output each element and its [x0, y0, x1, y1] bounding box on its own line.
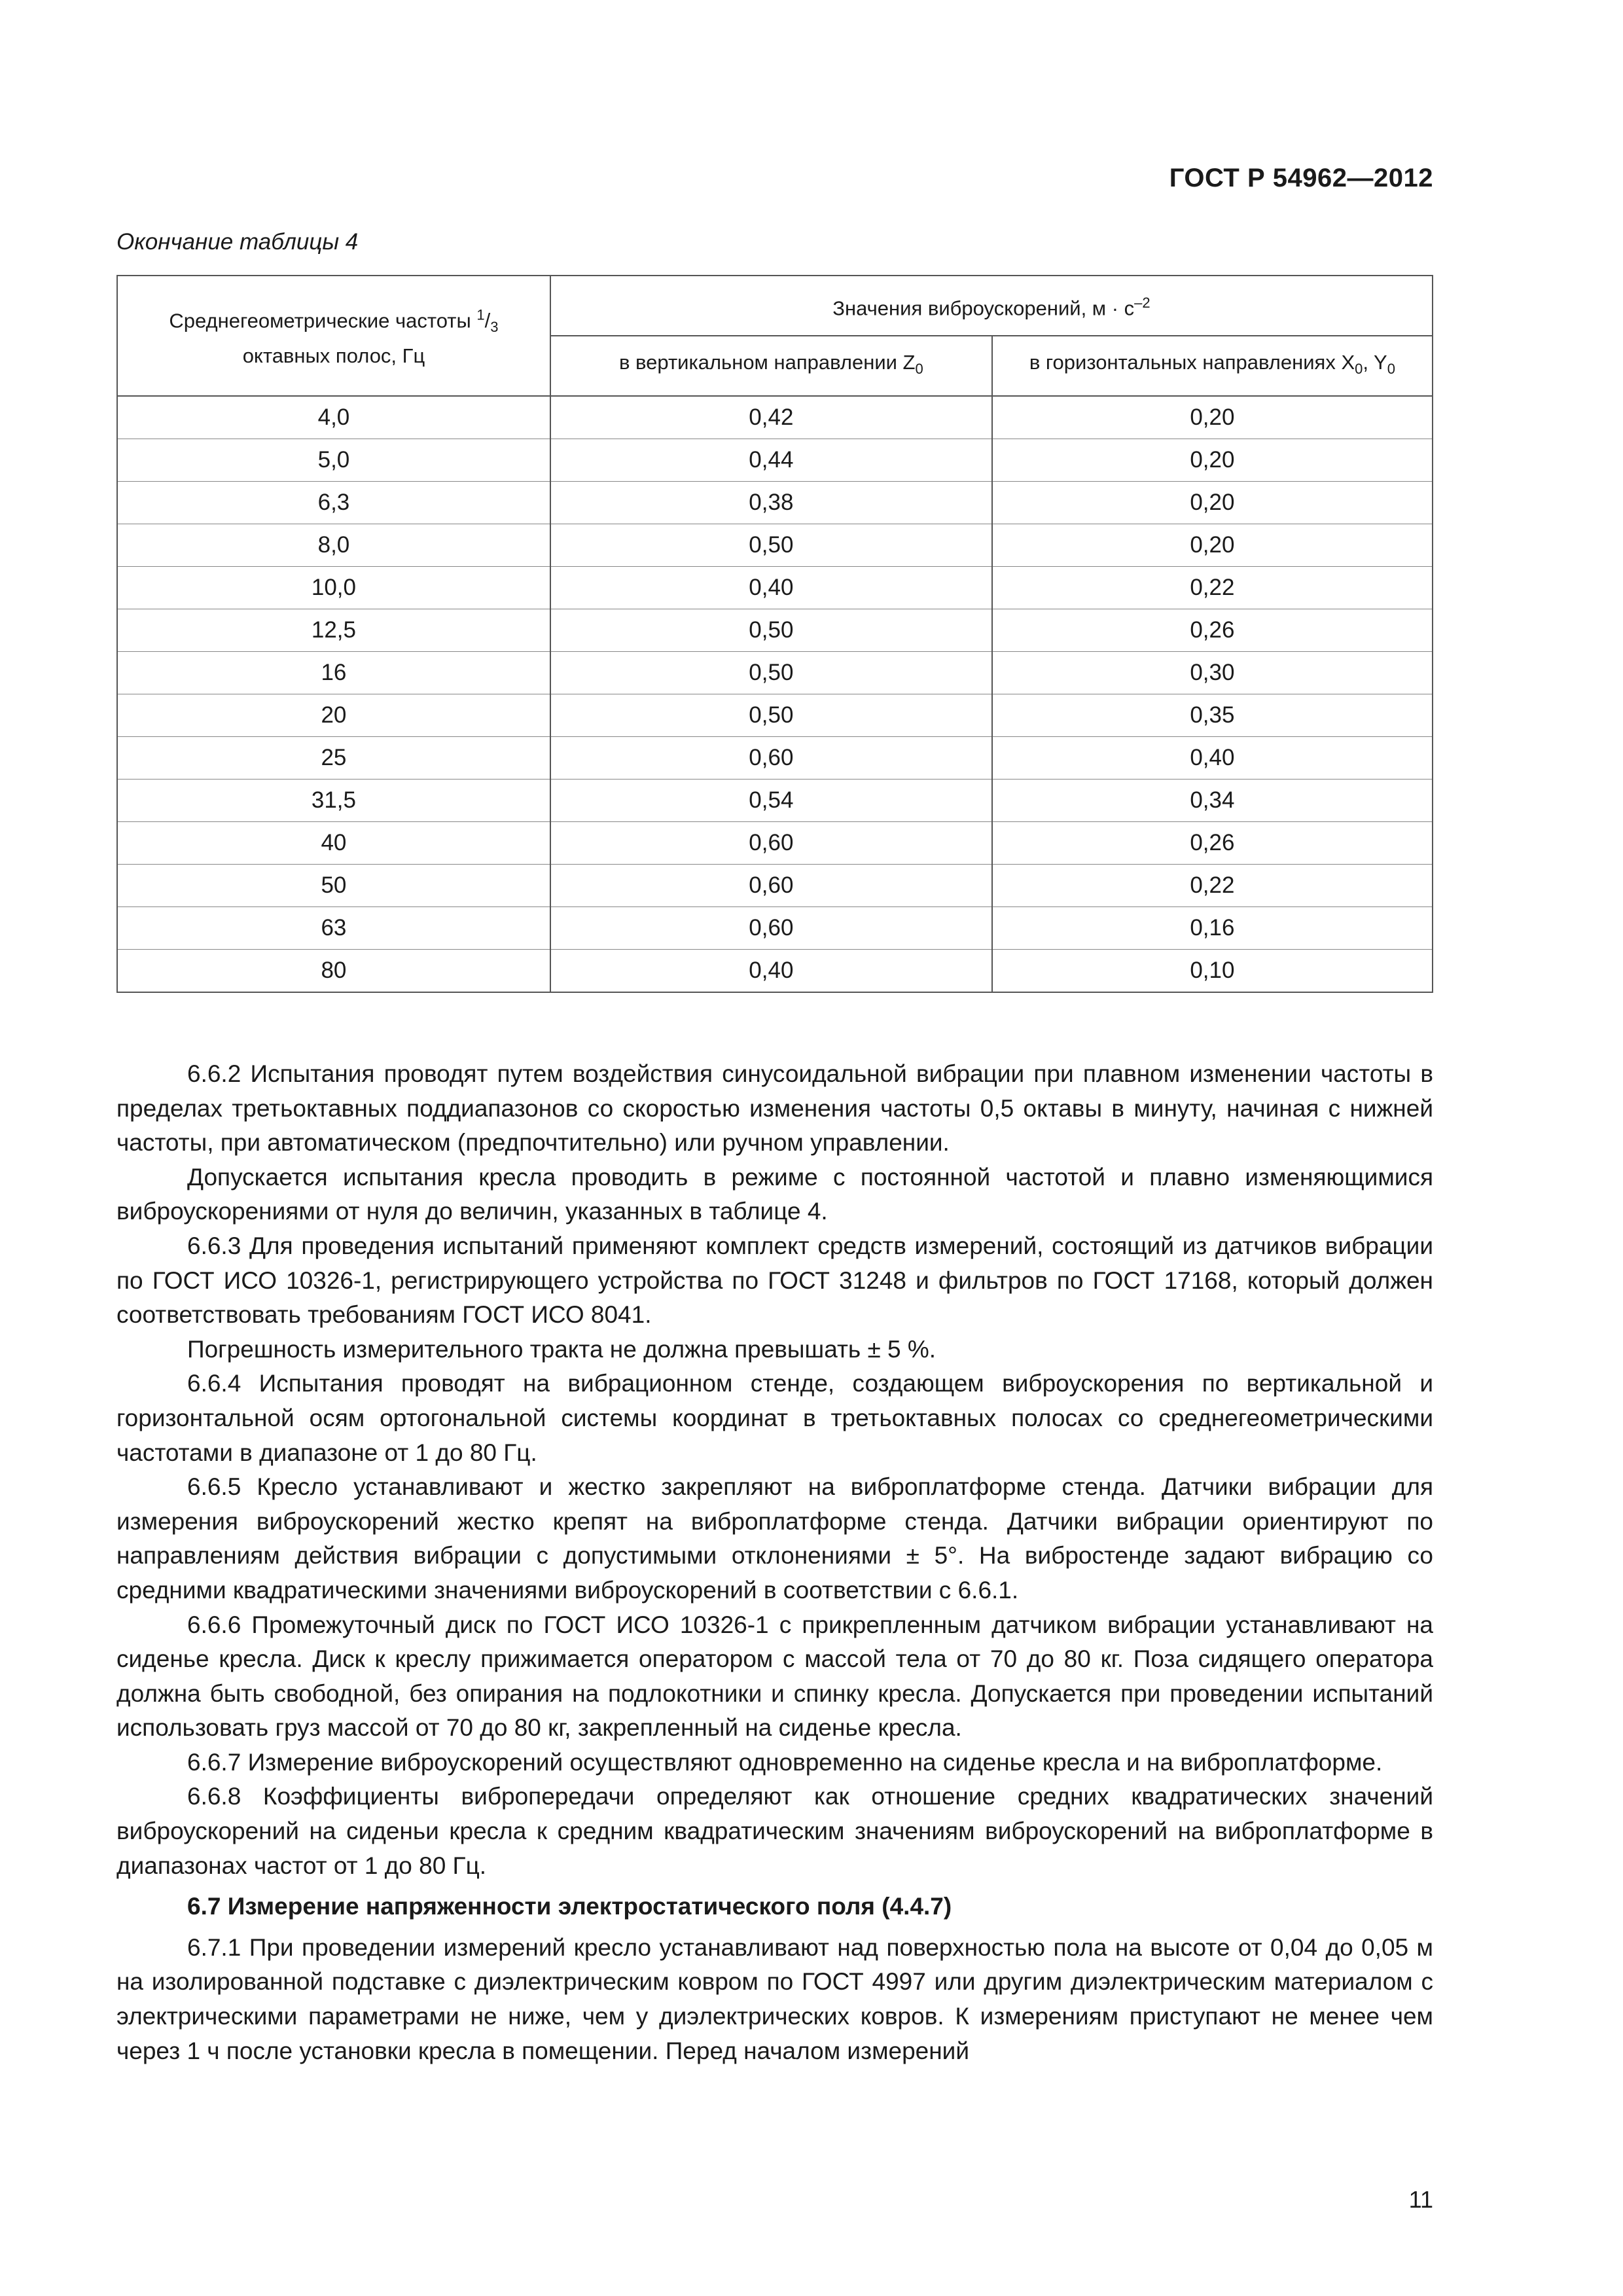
frequency-header-tail: октавных полос, Гц	[242, 344, 425, 368]
paragraph-6-6-3: 6.6.3 Для проведения испытаний применяют комплект средств измерений, состоящий из датчиков вибрации по ГОСТ ИСО 10326-1, регистрирующего устройства по ГОСТ 31248 и фильтров по ГОСТ 17168, который должен соответствовать требованиям ГОСТ ИСО 8041.	[116, 1232, 1433, 1329]
vertical-column-header: в вертикальном направлении $Z_0$	[550, 336, 992, 396]
table-row: 63 0,60 0,16	[117, 907, 1433, 950]
body-text	[116, 1057, 1433, 2068]
table-row: 40 0,60 0,26	[117, 822, 1433, 865]
frequency-header-main: Среднегеометрические частоты	[169, 309, 471, 332]
paragraph-6-6-6: 6.6.6 Промежуточный диск по ГОСТ ИСО 10326-1 с прикрепленным датчиком вибрации устанавливают на сиденье кресла. Диск к креслу прижимается оператором с массой тела от 70 до 80 кг. Поза сидящего оператора должна быть свободной, без опирания на подлокотники и спинку кресла. Допускается при проведении испытаний использовать груз массой от 70 до 80 кг, закрепленный на сиденье кресла.	[116, 1611, 1433, 1742]
table-row: 25 0,60 0,40	[117, 737, 1433, 780]
paragraph-6-6-5: 6.6.5 Кресло устанавливают и жестко закрепляют на виброплатформе стенда. Датчики вибрации для измерения виброускорений жестко крепят на виброплатформе стенда. Датчики вибрации ориентируют по направлениям действия вибрации с допустимыми отклонениями ± 5°. На вибростенде задают вибрацию со средними квадратическими значениями виброускорений в соответствии с 6.6.1.	[116, 1473, 1433, 1604]
horizontal-column-header: в горизонтальных направлениях $X_0$, $Y_0$	[992, 336, 1433, 396]
table-row: 6,3 0,38 0,20	[117, 482, 1433, 524]
table-row: 31,5 0,54 0,34	[117, 780, 1433, 822]
table-row: 12,5 0,50 0,26	[117, 609, 1433, 652]
table-caption: Окончание таблицы 4	[116, 229, 359, 255]
table-row: 5,0 0,44 0,20	[117, 439, 1433, 482]
table-row: 80 0,40 0,10	[117, 950, 1433, 993]
frequency-column-header	[117, 276, 550, 396]
table-row: 20 0,50 0,35	[117, 694, 1433, 737]
paragraph-6-6-4: 6.6.4 Испытания проводят на вибрационном стенде, создающем виброускорения по вертикальной и горизонтальной осям ортогональной системы координат в третьоктавных полосах со среднегеометрическими частотами в диапазоне от 1 до 80 Гц.	[116, 1370, 1433, 1466]
document-code-header: ГОСТ Р 54962—2012	[1169, 164, 1433, 192]
paragraph-6-6-8: 6.6.8 Коэффициенты вибропередачи определяют как отношение средних квадратических значений виброускорений на сиденьи кресла к средним квадратическим значениям виброускорений на виброплатформе в диапазонах частот от 1 до 80 Гц.	[116, 1783, 1433, 1879]
acceleration-group-header: Значения виброускорений, $м \cdot с^{-2}$	[550, 276, 1433, 336]
paragraph-continuation: Допускается испытания кресла проводить в режиме с постоянной частотой и плавно изменяющимися виброускорениями от нуля до величин, указанных в таблице 4.	[116, 1163, 1433, 1225]
table-row: 8,0 0,50 0,20	[117, 524, 1433, 567]
paragraph-6-7-1: 6.7.1 При проведении измерений кресло устанавливают над поверхностью пола на высоте от 0,04 до 0,05 м на изолированной подставке с диэлектрическим ковром по ГОСТ 4997 или другим диэлектрическим материалом с электрическими параметрами не ниже, чем у диэлектрических ковров. К измерениям приступают не менее чем через 1 ч после установки кресла в помещении. Перед началом измерений	[116, 1933, 1433, 2064]
page-number: 11	[1408, 2186, 1433, 2213]
paragraph-continuation: Погрешность измерительного тракта не должна превышать ± 5 %.	[187, 1335, 936, 1363]
table-row: 50 0,60 0,22	[117, 865, 1433, 907]
paragraph-6-6-7: 6.6.7 Измерение виброускорений осуществляют одновременно на сиденье кресла и на виброплатформе.	[187, 1748, 1383, 1776]
section-heading-6-7: 6.7 Измерение напряженности электростатического поля (4.4.7)	[187, 1893, 952, 1920]
paragraph-6-6-2: 6.6.2 Испытания проводят путем воздействия синусоидальной вибрации при плавном изменении частоты в пределах третьоктавных поддиапазонов со скоростью изменения частоты 0,5 октавы в минуту, начиная с нижней частоты, при автоматическом (предпочтительно) или ручном управлении.	[116, 1060, 1433, 1157]
vibration-table	[116, 275, 1433, 993]
one-third-fraction: $^1/_3$	[476, 306, 499, 336]
table-row: 16 0,50 0,30	[117, 652, 1433, 694]
table-row: 4,0 0,42 0,20	[117, 396, 1433, 439]
table-row: 10,0 0,40 0,22	[117, 567, 1433, 609]
